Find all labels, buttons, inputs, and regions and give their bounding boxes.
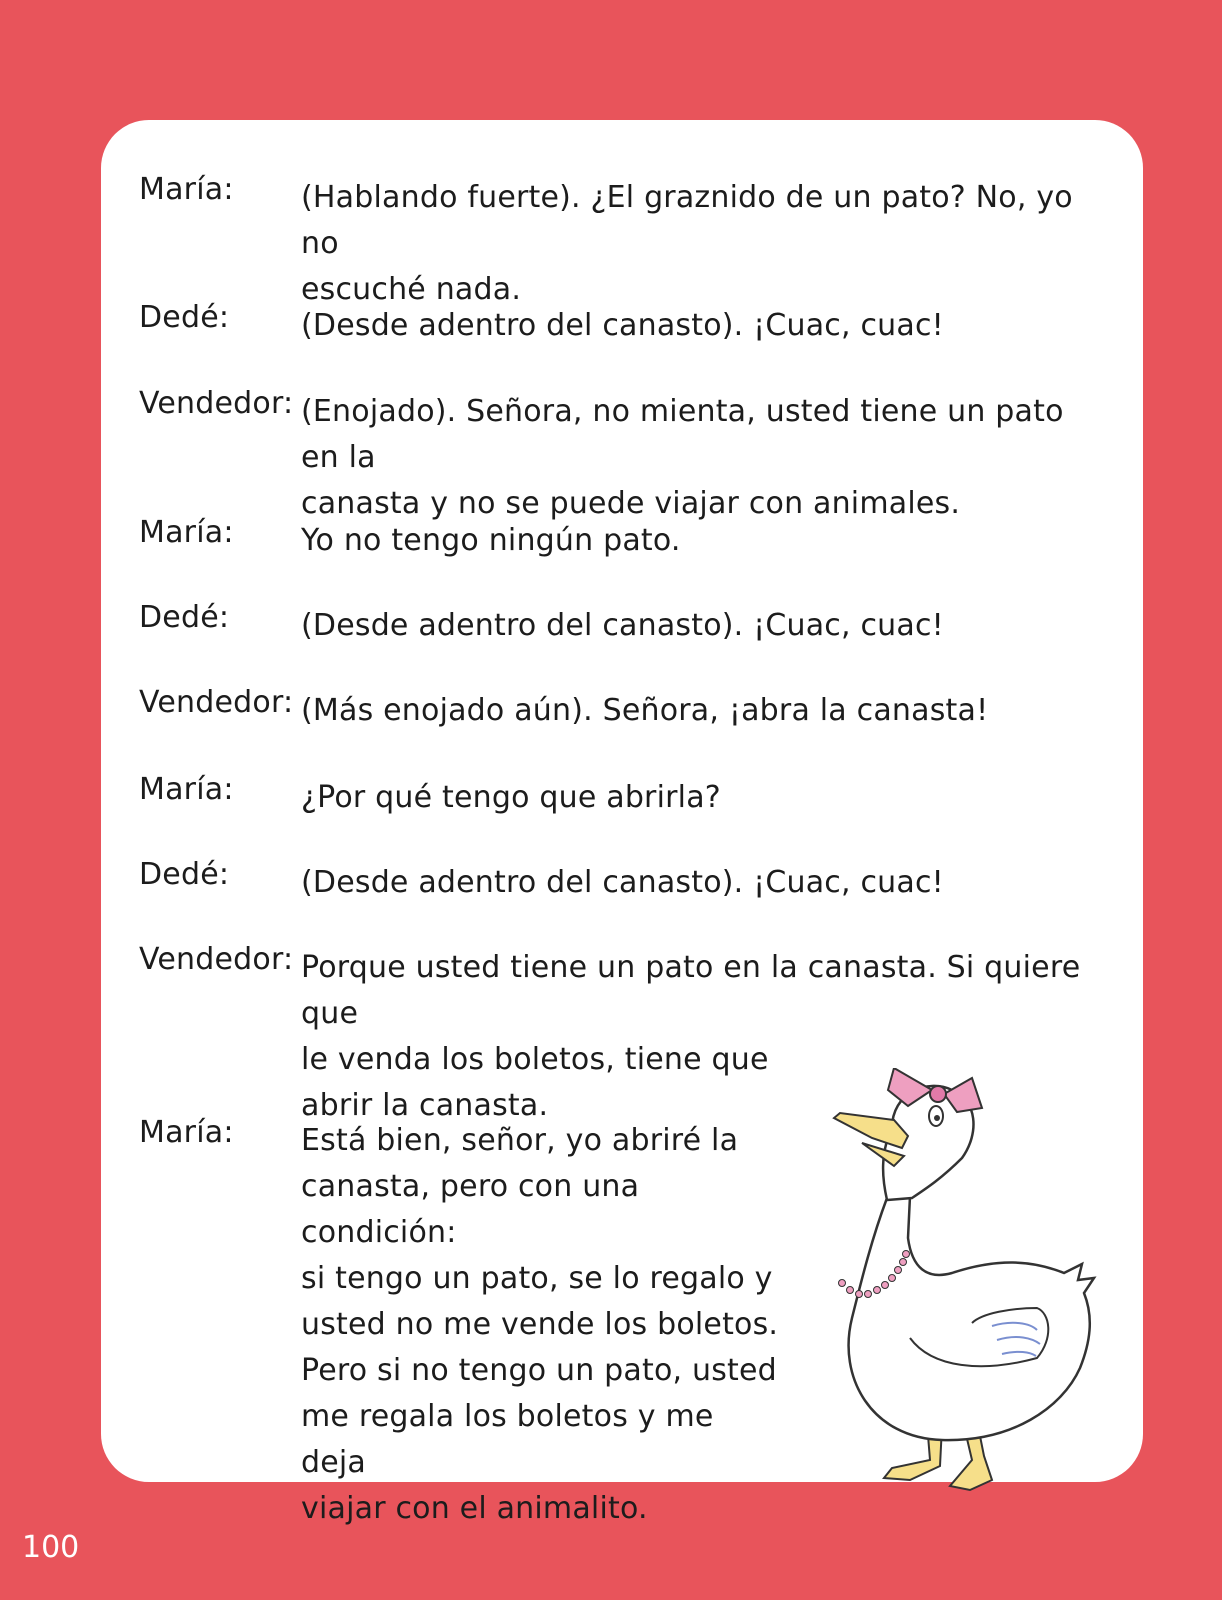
dialogue-line bbox=[139, 772, 1091, 821]
speech-text: Porque usted tiene un pato en la canasta. Si quiere que le venda los boletos, tiene que abrir la canasta. bbox=[301, 950, 1081, 1123]
speaker-name: Vendedor: bbox=[139, 386, 294, 421]
dialogue-line bbox=[139, 685, 1091, 734]
speaker-name: María: bbox=[139, 515, 234, 550]
duck-with-pink-bow-icon bbox=[832, 1068, 1122, 1508]
dialogue-line bbox=[139, 857, 1091, 906]
speaker-name: Vendedor: bbox=[139, 942, 294, 977]
speaker-name: Dedé: bbox=[139, 857, 230, 892]
speaker-name: María: bbox=[139, 772, 234, 807]
dialogue-line bbox=[139, 300, 1091, 349]
speech-text: ¿Por qué tengo que abrirla? bbox=[301, 780, 721, 815]
speech-text: (Desde adentro del canasto). ¡Cuac, cuac! bbox=[301, 865, 944, 900]
speech-text: (Desde adentro del canasto). ¡Cuac, cuac! bbox=[301, 308, 944, 343]
speech-text: (Desde adentro del canasto). ¡Cuac, cuac! bbox=[301, 608, 944, 643]
speech-text: (Hablando fuerte). ¿El graznido de un pato? No, yo no escuché nada. bbox=[301, 180, 1073, 307]
speaker-name: María: bbox=[139, 172, 234, 207]
speaker-name: María: bbox=[139, 1115, 234, 1150]
speech-text: (Enojado). Señora, no mienta, usted tiene un pato en la canasta y no se puede viajar con animales. bbox=[301, 394, 1064, 521]
speech-text: (Más enojado aún). Señora, ¡abra la canasta! bbox=[301, 693, 989, 728]
dialogue-line bbox=[139, 172, 1091, 313]
speaker-name: Vendedor: bbox=[139, 685, 294, 720]
speech-text: Está bien, señor, yo abriré la canasta, pero con una condición: si tengo un pato, se lo regalo y usted no me vende los boletos. Pero si no tengo un pato, usted me regala los boletos y me deja viajar con el animalito. bbox=[301, 1123, 779, 1526]
dialogue-line bbox=[139, 515, 1091, 564]
speaker-name: Dedé: bbox=[139, 300, 230, 335]
dialogue-line bbox=[139, 386, 1091, 527]
speaker-name: Dedé: bbox=[139, 600, 230, 635]
page-number: 100 bbox=[22, 1530, 80, 1565]
dialogue-line bbox=[139, 1115, 781, 1532]
speech-text: Yo no tengo ningún pato. bbox=[301, 523, 681, 558]
dialogue-line bbox=[139, 600, 1091, 649]
